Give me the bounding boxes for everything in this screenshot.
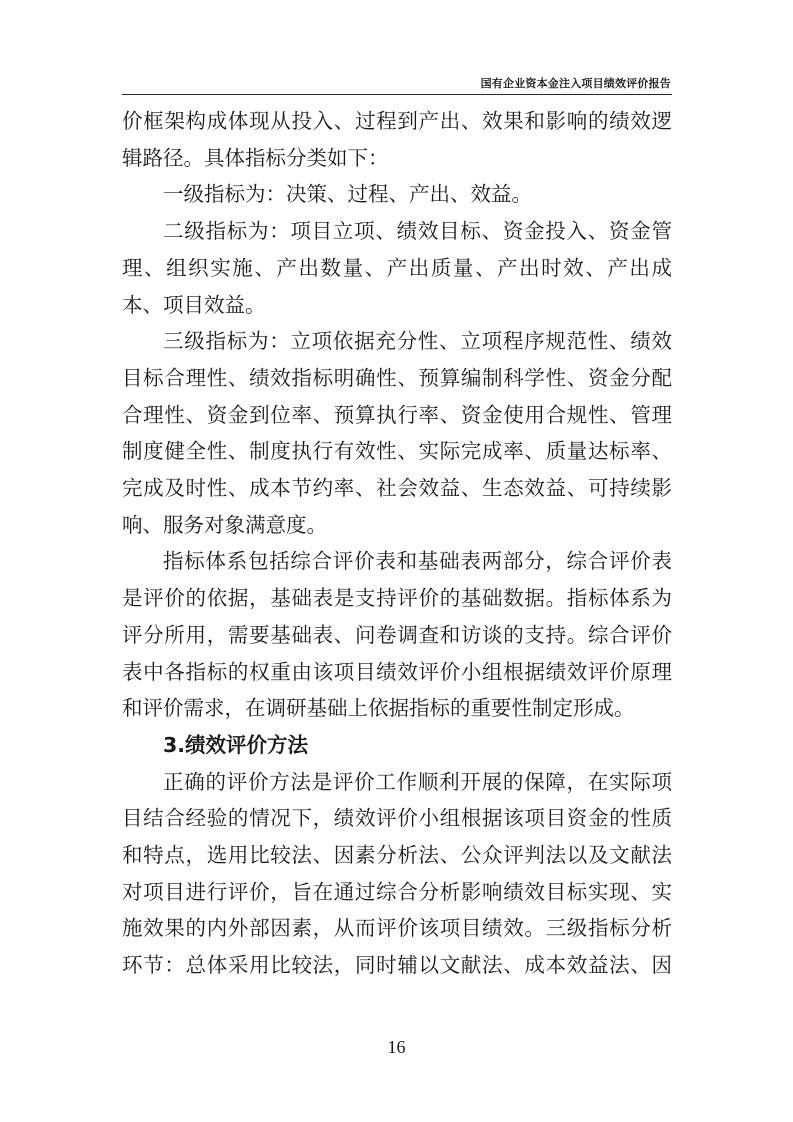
running-header: 国有企业资本金注入项目绩效评价报告 bbox=[480, 77, 671, 90]
paragraph-level3-indicators: 三级指标为：立项依据充分性、立项程序规范性、绩效目标合理性、绩效指标明确性、预算编制科学性、资金分配合理性、资金到位率、预算执行率、资金使用合规性、管理制度健全性、制度执行有效性、实际完成率、质量达标率、完成及时性、成本节约率、社会效益、生态效益、可持续影响、服务对象满意度。 bbox=[122, 329, 672, 537]
section-heading: 3.绩效评价方法 bbox=[163, 732, 309, 757]
paragraph-indicator-system: 指标体系包括综合评价表和基础表两部分，综合评价表是评价的依据，基础表是支持评价的基础数据。指标体系为评分所用，需要基础表、问卷调查和访谈的支持。综合评价表中各指标的权重由该项目绩效评价小组根据绩效评价原理和评价需求，在调研基础上依据指标的重要性制定形成。 bbox=[122, 549, 672, 721]
paragraph-evaluation-method: 正确的评价方法是评价工作顺利开展的保障，在实际项目结合经验的情况下，绩效评价小组根据该项目资金的性质和特点，选用比较法、因素分析法、公众评判法以及文献法对项目进行评价，旨在通过综合分析影响绩效目标实现、实施效果的内外部因素，从而评价该项目绩效。三级指标分析环节：总体采用比较法，同时辅以文献法、成本效益法、因 bbox=[122, 769, 672, 978]
page-number: 16 bbox=[387, 1037, 406, 1057]
paragraph-continued: 价框架构成体现从投入、过程到产出、效果和影响的绩效逻辑路径。具体指标分类如下： bbox=[122, 109, 672, 170]
header-rule bbox=[122, 94, 672, 95]
paragraph-level2-indicators: 二级指标为：项目立项、绩效目标、资金投入、资金管理、组织实施、产出数量、产出质量、产出时效、产出成本、项目效益。 bbox=[122, 219, 672, 317]
paragraph-level1-indicators: 一级指标为：决策、过程、产出、效益。 bbox=[163, 182, 532, 207]
body-text bbox=[122, 103, 672, 984]
